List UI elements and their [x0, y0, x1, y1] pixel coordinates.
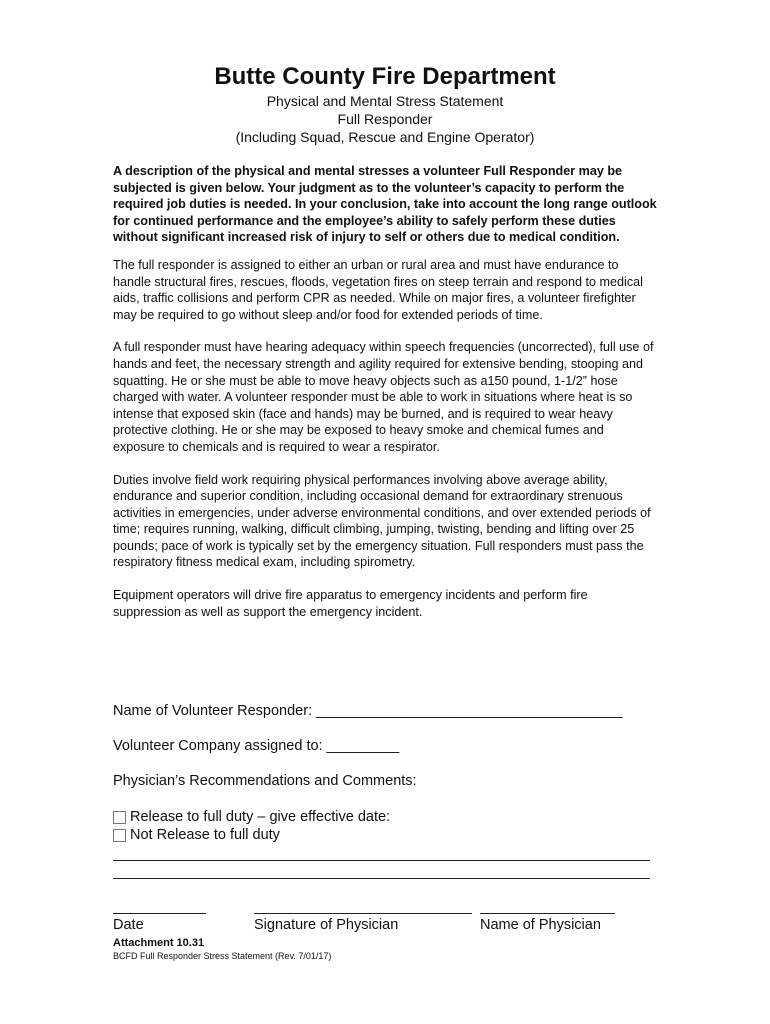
date-signature-line[interactable] — [113, 913, 206, 914]
subtitle-role: Full Responder — [337, 111, 433, 127]
physician-name-label: Name of Physician — [480, 917, 601, 933]
subtitle-scope: (Including Squad, Rescue and Engine Operator) — [235, 129, 535, 145]
physician-signature-line[interactable] — [254, 913, 472, 914]
subtitle-statement: Physical and Mental Stress Statement — [266, 93, 504, 109]
comments-line-2[interactable] — [113, 878, 650, 879]
attachment-number: Attachment 10.31 — [113, 937, 205, 949]
document-body — [113, 163, 658, 636]
paragraph-physical-requirements: A full responder must have hearing adequacy within speech frequencies (uncorrected), full use of hands and feet, the necessary strength and agility required for extensive bending, stooping and squatting. He or she must be able to move heavy objects such as a150 pound, 1-1/2” hose charged with water. A volunteer responder must be able to work in situations where heat is so intense that exposed skin (face and hands) may be burned, and is required to wear heavy protective clothing. He or she may be exposed to heavy smoke and chemical fumes and exposure to chemicals and is required to wear a respirator. — [113, 340, 654, 454]
document-header — [0, 62, 770, 146]
date-label: Date — [113, 917, 144, 933]
volunteer-company-field[interactable]: Volunteer Company assigned to: _________ — [113, 738, 400, 754]
physician-name-line[interactable] — [480, 913, 615, 914]
paragraph-endurance: The full responder is assigned to either an urban or rural area and must have endurance to handle structural fires, rescues, floods, vegetation fires on steep terrain and respond to medical aids, traffic collisions and perform CPR as needed. While on major fires, a volunteer firefighter may be required to go without sleep and/or food for extended periods of time. — [113, 257, 643, 322]
recommendations-label: Physician’s Recommendations and Comments: — [113, 773, 417, 789]
revision-footer: BCFD Full Responder Stress Statement (Rev. 7/01/17) — [113, 951, 332, 961]
release-full-duty-label: Release to full duty – give effective date: — [130, 809, 391, 825]
paragraph-equipment-operators: Equipment operators will drive fire apparatus to emergency incidents and perform fire suppression as well as support the emergency incident. — [113, 588, 588, 619]
release-full-duty-checkbox[interactable] — [113, 811, 126, 824]
comments-line-1[interactable] — [113, 860, 650, 861]
release-full-duty-option[interactable] — [113, 808, 390, 826]
signature-label: Signature of Physician — [254, 917, 399, 933]
paragraph-duties: Duties involve field work requiring physical performances involving above average ability, endurance and superior condition, including occasional demand for extraordinary strenuous activities in emergencies, under adverse environmental conditions, and over extended periods of time; requires running, walking, difficult climbing, jumping, twisting, bending and lifting over 25 pounds; pace of work is typically set by the emergency situation. Full responders must pass the respiratory fitness medical exam, including spirometry. — [113, 472, 651, 570]
not-release-checkbox[interactable] — [113, 829, 126, 842]
intro-paragraph: A description of the physical and mental stresses a volunteer Full Responder may be subjected is given below. Your judgment as to the volunteer’s capacity to perform the required job duties is needed. In your conclusion, take into account the long range outlook for continued performance and the employee’s ability to safely perform these duties without significant increased risk of injury to self or others due to medical condition. — [113, 164, 657, 245]
not-release-label: Not Release to full duty — [130, 827, 280, 843]
volunteer-name-field[interactable]: Name of Volunteer Responder: ______________________________________ — [113, 703, 623, 719]
page-title: Butte County Fire Department — [214, 63, 556, 90]
not-release-option[interactable] — [113, 826, 280, 844]
